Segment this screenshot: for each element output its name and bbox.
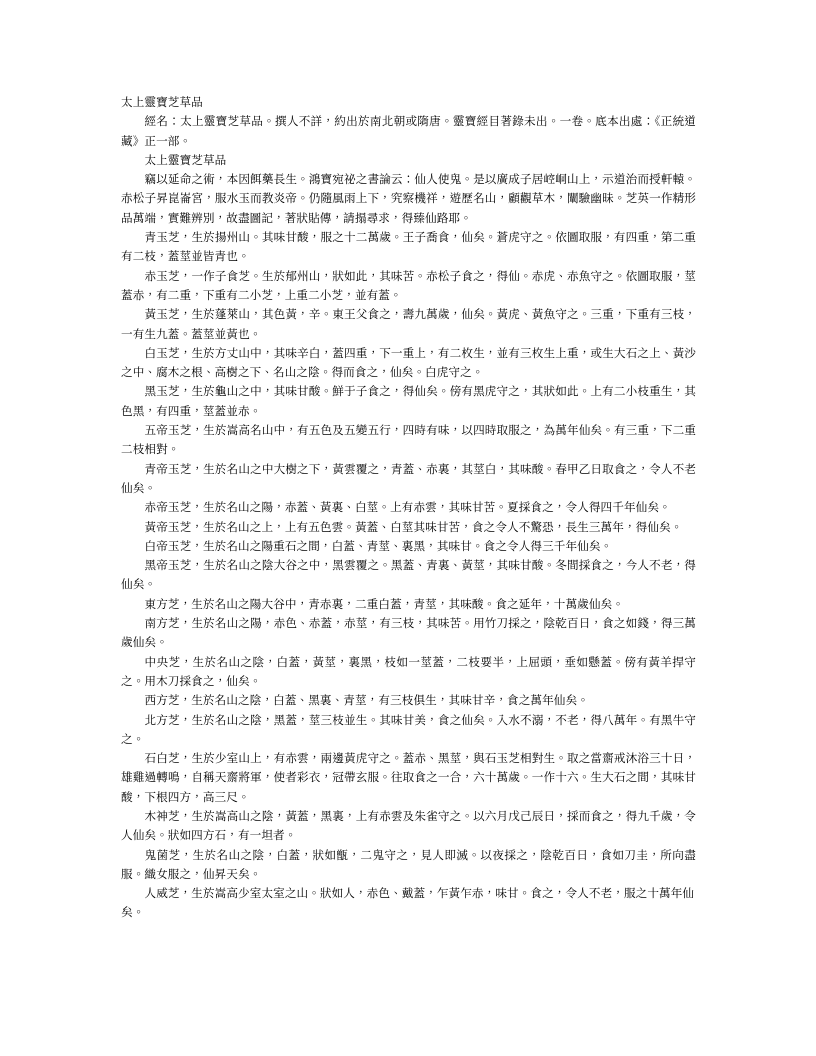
paragraph-chidi-yu-zhi: 赤帝玉芝，生於名山之陽，赤蓋、黃裏、白莖。上有赤雲，其味甘苦。夏採食之，令人得四千年仙矣。 [144, 500, 671, 515]
paragraph-huang-yu-zhi: 黃玉芝，生於蓬萊山，其色黃，辛。東王父食之，壽九萬歲，仙矣。黃虎、黃魚守之。三重，下重有三枝，一有生九蓋。蓋莖並黃也。 [121, 307, 696, 341]
paragraph-nanfang-zhi: 南方芝，生於名山之陽，赤色、赤蓋，赤莖，有三枝，其味苦。用竹刀採之，陰乾百日，食之如錢，得三萬歲仙矣。 [121, 616, 696, 650]
paragraph-guijun-zhi: 鬼菌芝，生於名山之陰，白蓋，狀如甑，二鬼守之，見人即滅。以夜採之，陰乾百日，食如刀圭，所向盡服。織女服之，仙昇天矣。 [121, 847, 696, 881]
paragraph-zhongyang-zhi: 中央芝，生於名山之陰，白蓋，黃莖，裏黑，枝如一莖蓋，二枝要半，上屈頭，垂如懸蓋。傍有黃羊捍守之。用木刀採食之，仙矣。 [121, 654, 696, 688]
paragraph-shibai-zhi: 石白芝，生於少室山上，有赤雲，兩邊黃虎守之。蓋赤、黑莖，與石玉芝相對生。取之當齋戒沐浴三十日，雄雞過轉鳴，自稱天齋將軍，使者彩衣，冠帶玄服。往取食之一合，六十萬歲。一作十六。生大石之間，其味甘酸，下根四方，高三尺。 [121, 751, 696, 804]
paragraph-qingdi-yu-zhi: 青帝玉芝，生於名山之中大樹之下，黃雲覆之，青蓋、赤裏，其莖白，其味酸。春甲乙日取食之，令人不老仙矣。 [121, 461, 696, 495]
paragraph-hei-yu-zhi: 黑玉芝，生於龜山之中，其味甘酸。鮮于子食之，得仙矣。傍有黑虎守之，其狀如此。上有二小枝重生，其色黑，有四重，莖蓋並赤。 [121, 384, 696, 418]
paragraph-inner-title: 太上靈寶芝草品 [144, 152, 227, 167]
paragraph-qing-yu-zhi: 青玉芝，生於揚州山。其味甘酸，服之十二萬歲。王子喬食，仙矣。蒼虎守之。依圖取服，有四重，第二重有二枝，蓋莖並皆青也。 [121, 230, 696, 264]
paragraph-bai-yu-zhi: 白玉芝，生於方丈山中，其味辛白，蓋四重，下一重上，有二枚生，並有三枚生上重，或生大石之上、黃沙之中、腐木之根、高樹之下、名山之陰。得而食之，仙矣。白虎守之。 [121, 345, 696, 380]
paragraph-mushen-zhi: 木神芝，生於嵩高山之陰，黃蓋，黑裏，上有赤雲及朱雀守之。以六月戊己辰日，採而食之，得九千歲，令人仙矣。狀如四方石，有一坦者。 [121, 808, 696, 843]
paragraph-xifang-zhi: 西方芝，生於名山之陰，白蓋、黑裏、青莖，有三枝俱生，其味甘辛，食之萬年仙矣。 [144, 693, 589, 708]
paragraph-colophon: 經名：太上靈寶芝草品。撰人不詳，約出於南北朝或隋唐。靈寶經目著錄未出。一卷。底本出處：《正統道藏》正一部。 [121, 114, 696, 148]
paragraph-dongfang-zhi: 東方芝，生於名山之陽大谷中，青赤裏，二重白蓋，青莖，其味酸。食之延年，十萬歲仙矣。 [144, 596, 624, 611]
paragraph-heidi-yu-zhi: 黑帝玉芝，生於名山之陰大谷之中，黑雲覆之。黑蓋、青裏、黃莖，其味甘酸。冬間採食之，今人不老，得仙矣。 [121, 558, 696, 592]
page-title: 太上靈寶芝草品 [121, 95, 203, 109]
paragraph-chi-yu-zhi: 赤玉芝，一作子食芝。生於郁州山，狀如此，其味苦。赤松子食之，得仙。赤虎、赤魚守之。依圖取服，莖蓋赤，有二重，下重有二小芝，上重二小芝，並有蓋。 [121, 268, 696, 302]
paragraph-huangdi-yu-zhi: 黃帝玉芝，生於名山之上，上有五色雲。黃蓋、白莖其味甘苦，食之令人不驚恐，長生三萬年，得仙矣。 [144, 519, 683, 534]
text-column [121, 93, 696, 923]
paragraph-beifang-zhi: 北方芝，生於名山之陰，黑蓋，莖三枝並生。其味甘美，食之仙矣。入水不溺，不老，得八萬年。有黑牛守之。 [121, 712, 696, 746]
paragraph-baidi-yu-zhi: 白帝玉芝，生於名山之陽重石之間，白蓋、青莖、裏黑，其味甘。食之令人得三千年仙矣。 [144, 538, 613, 553]
paragraph-wudi-yu-zhi: 五帝玉芝，生於嵩高名山中，有五色及五變五行，四時有味，以四時取服之，為萬年仙矣。有三重，下二重二枝相對。 [121, 423, 696, 457]
paragraph-renwei-zhi: 人威芝，生於嵩高少室太室之山。狀如人，赤色、戴蓋，乍黃乍赤，味甘。食之，令人不老，服之十萬年仙矣。 [121, 886, 695, 920]
paragraph-preface: 竊以延命之術，本因餌藥長生。鴻寶宛祕之書論云：仙人使鬼。是以廣成子居崆峒山上，示道治而授軒轅。赤松子昇崑崙宮，服水玉而教炎帝。仍隨風雨上下，究察機祥，遊歷名山，顧觀草木，闡驗幽昧。芝英一作精形品萬端，實難辨別，故盡圖記，著狀貼傳，請搨尋求，得臻仙路耶。 [121, 172, 696, 225]
